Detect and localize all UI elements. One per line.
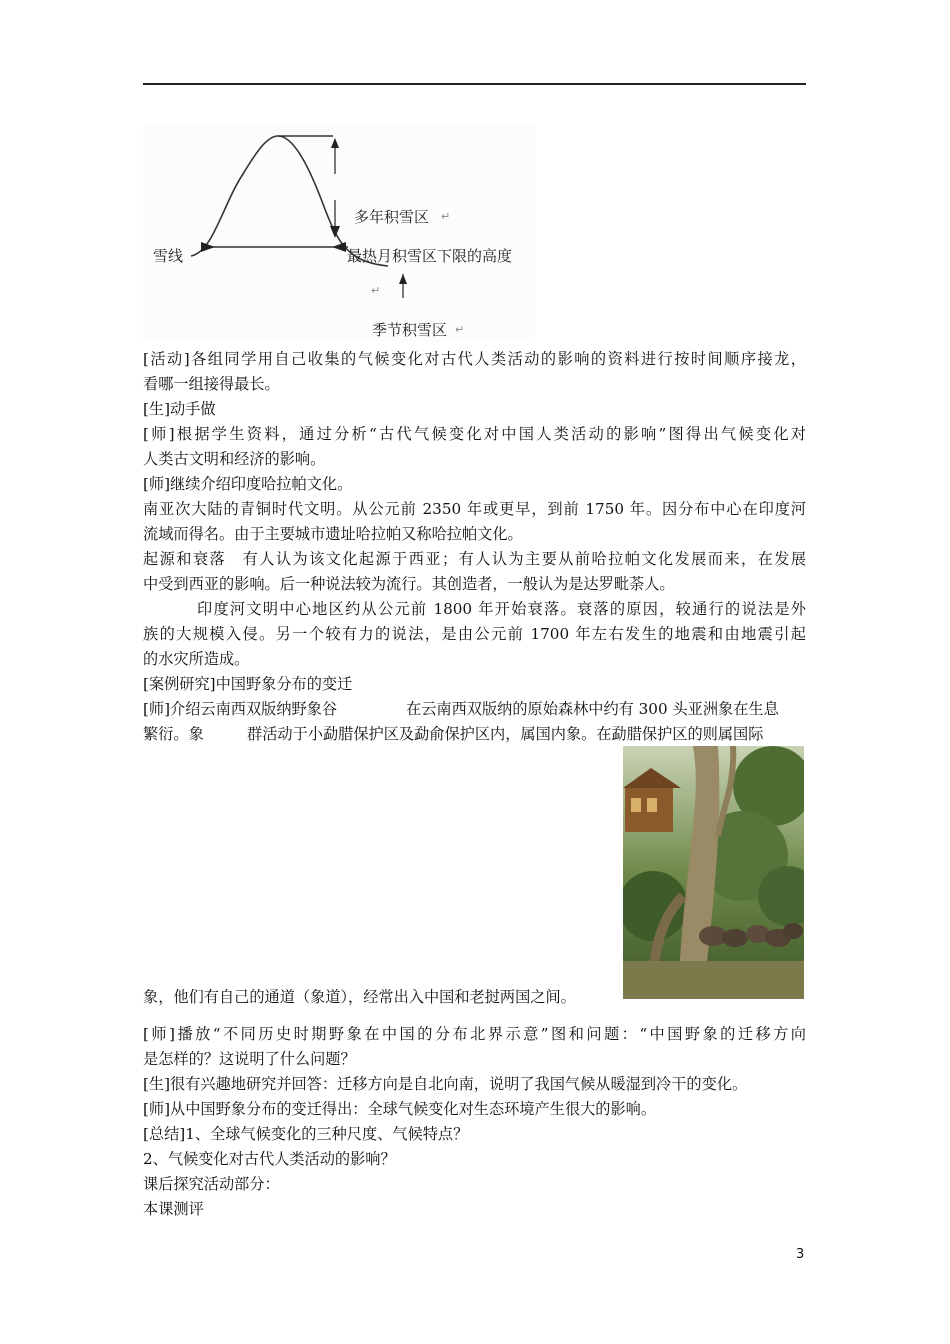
text-line-15b: 在云南西双版纳的原始森林中约有 300 头亚洲象在生息 xyxy=(406,700,779,718)
text-line-17: 象，他们有自己的通道（象道），经常出入中国和老挝两国之间。 xyxy=(143,988,576,1006)
text-line-16b: 群活动于小勐腊保护区及勐俞保护区内，属国内象。在勐腊保护区的则属国际 xyxy=(247,725,764,743)
text-line-22: [总结]1、全球气候变化的三种尺度、气候特点？ xyxy=(143,1125,469,1143)
text-line-13: 的水灾所造成。 xyxy=(143,650,250,668)
text-line-11: 印度河文明中心地区约从公元前 1800 年开始衰落。衰落的原因，较通行的说法是外 xyxy=(197,600,806,618)
text-line-15a: [师]介绍云南西双版纳野象谷 xyxy=(143,700,338,718)
return-mark-icon: ↵ xyxy=(455,323,465,336)
text-line-14: [案例研究]中国野象分布的变迁 xyxy=(143,675,353,693)
snowline-label: 雪线 xyxy=(153,247,184,265)
text-line-2: 看哪一组接得最长。 xyxy=(143,375,280,393)
seasonal-snow-label: 季节积雪区 xyxy=(372,321,448,339)
perennial-snow-label: 多年积雪区 xyxy=(354,208,430,226)
text-line-4: [师]根据学生资料，通过分析“古代气候变化对中国人类活动的影响”图得出气候变化对 xyxy=(143,425,806,443)
text-line-21: [师]从中国野象分布的变迁得出：全球气候变化对生态环境产生很大的影响。 xyxy=(143,1100,657,1118)
text-line-5: 人类古文明和经济的影响。 xyxy=(143,450,326,468)
text-line-10: 中受到西亚的影响。后一种说法较为流行。其创造者，一般认为是达罗毗荼人。 xyxy=(143,575,675,593)
text-line-18: [师]播放“不同历史时期野象在中国的分布北界示意”图和问题：“中国野象的迁移方向 xyxy=(143,1025,806,1043)
text-line-25: 本课测评 xyxy=(143,1200,204,1218)
text-line-6: [师]继续介绍印度哈拉帕文化。 xyxy=(143,475,353,493)
return-mark-icon: ↵ xyxy=(441,210,451,223)
text-line-7: 南亚次大陆的青铜时代文明。从公元前 2350 年或更早，到前 1750 年。因分布中心在印度河 xyxy=(143,500,806,518)
text-line-19: 是怎样的？这说明了什么问题？ xyxy=(143,1050,356,1068)
text-line-24: 课后探究活动部分： xyxy=(143,1175,280,1193)
height-label: 最热月积雪区下限的高度 xyxy=(347,247,513,265)
text-line-12: 族的大规模入侵。另一个较有力的说法，是由公元前 1700 年左右发生的地震和由地震引起 xyxy=(143,625,806,643)
header-rule xyxy=(143,83,806,85)
text-line-3: [生]动手做 xyxy=(143,400,216,418)
return-mark-icon: ↵ xyxy=(371,284,381,297)
text-line-23: 2、气候变化对古代人类活动的影响？ xyxy=(143,1150,396,1168)
wild-elephant-photo xyxy=(623,746,804,999)
text-line-20: [生]很有兴趣地研究并回答：迁移方向是自北向南，说明了我国气候从暖湿到冷干的变化。 xyxy=(143,1075,748,1093)
snowline-curve xyxy=(143,124,535,342)
snowline-diagram xyxy=(143,124,535,342)
text-line-16a: 繁衍。象 xyxy=(143,725,204,743)
text-line-8: 流域而得名。由于主要城市遗址哈拉帕又称哈拉帕文化。 xyxy=(143,525,523,543)
text-line-1: [活动]各组同学用自己收集的气候变化对古代人类活动的影响的资料进行按时间顺序接龙， xyxy=(143,350,806,368)
text-line-9: 起源和衰落 有人认为该文化起源于西亚；有人认为主要从前哈拉帕文化发展而来，在发展 xyxy=(143,550,806,568)
page-number: 3 xyxy=(796,1247,805,1262)
